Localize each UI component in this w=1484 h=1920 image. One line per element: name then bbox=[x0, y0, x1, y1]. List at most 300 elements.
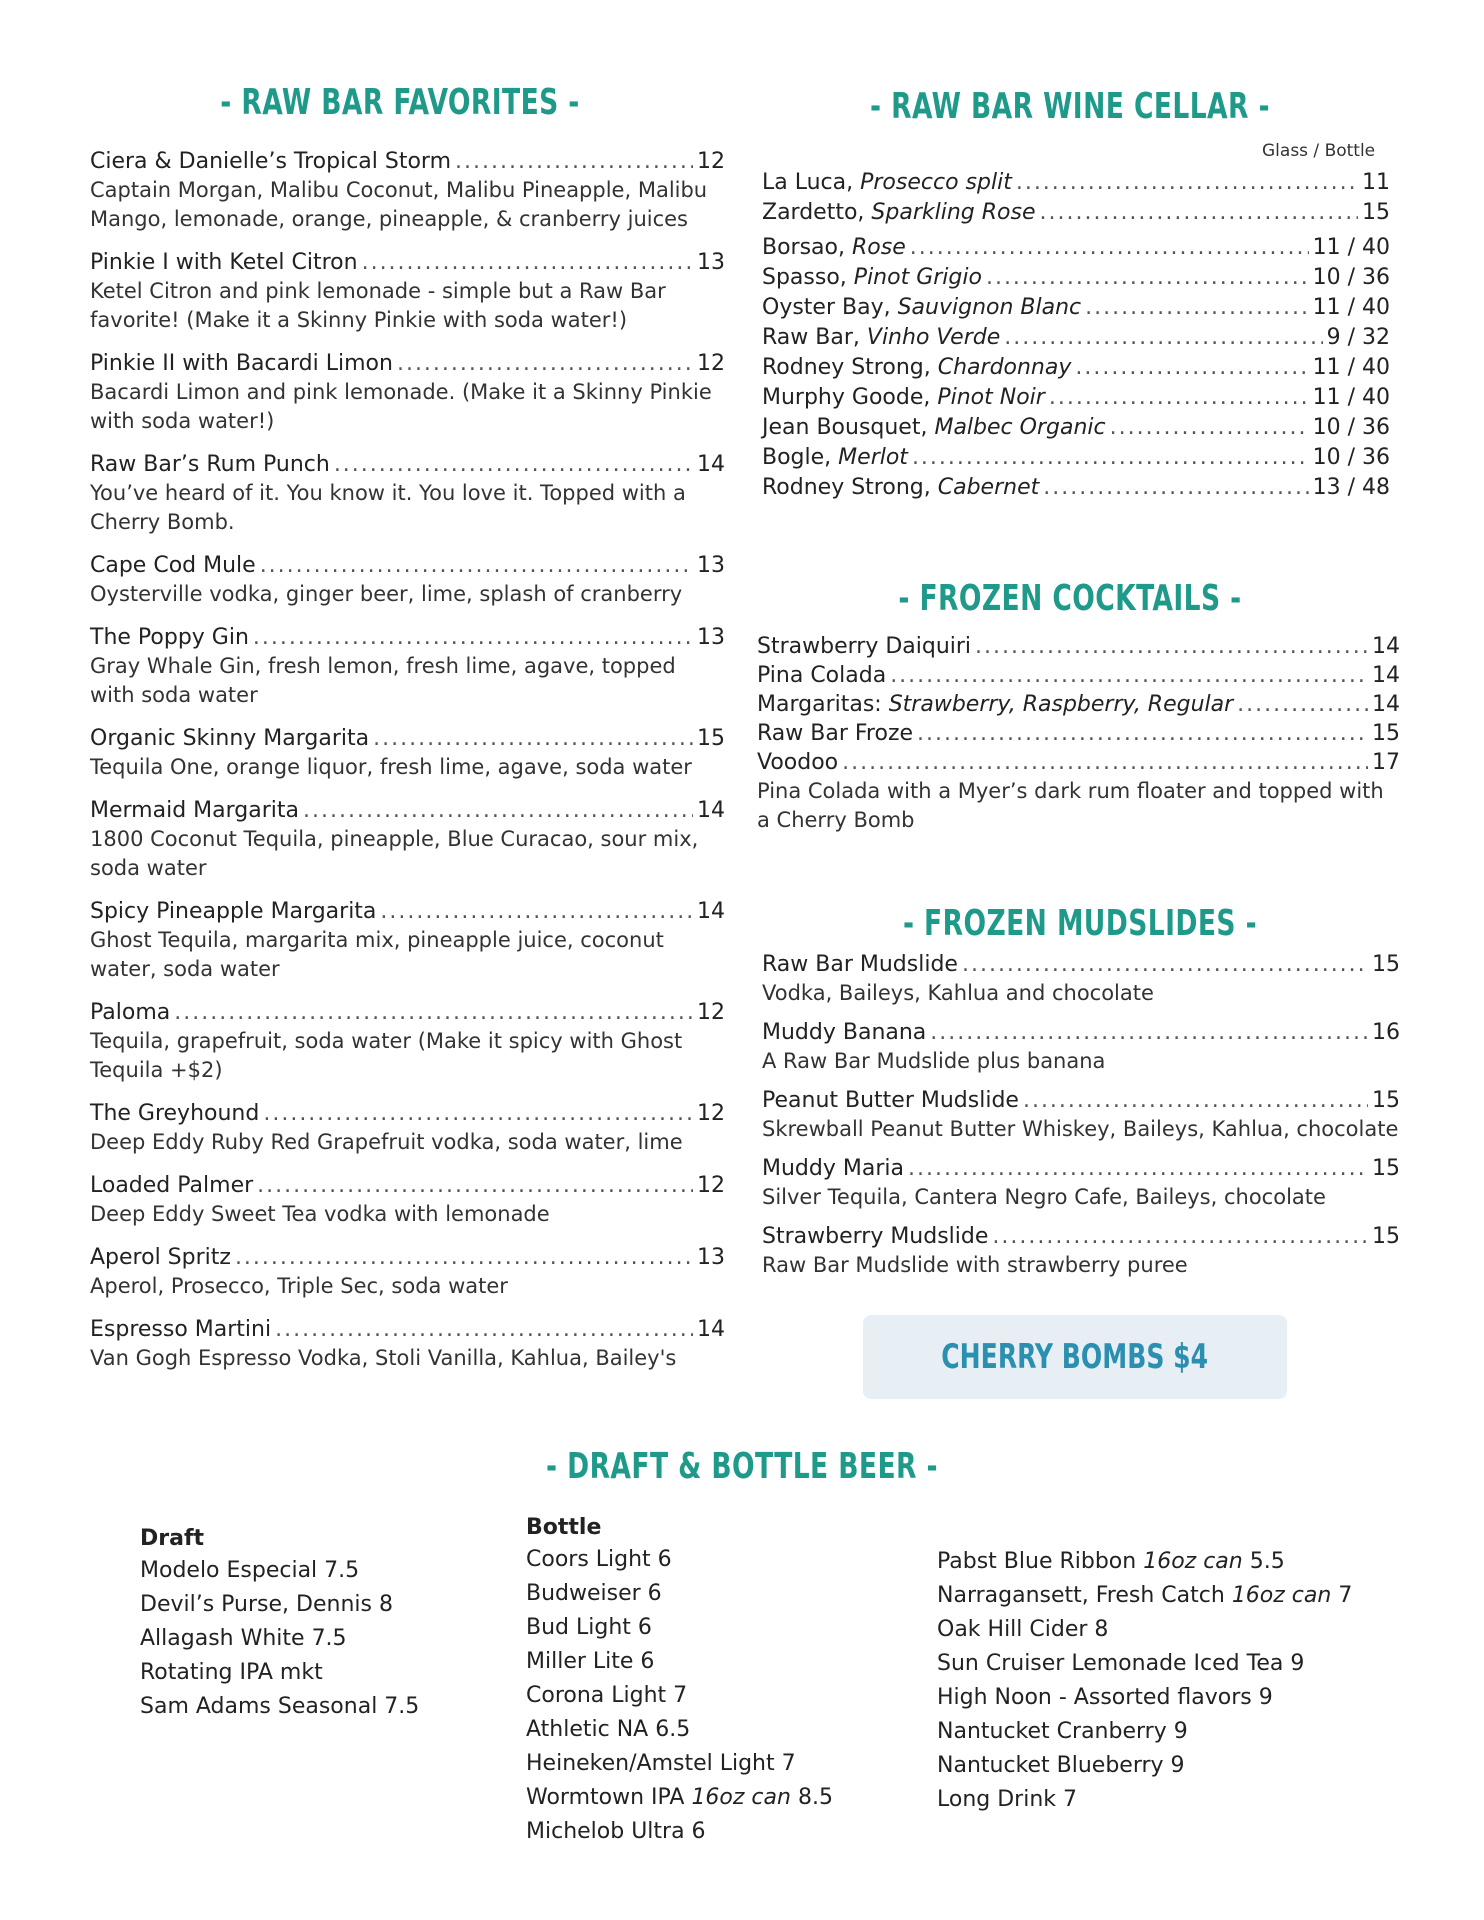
menu-item bbox=[757, 719, 1400, 748]
item-line bbox=[762, 198, 1390, 228]
item-name-text: Strawberry Mudslide bbox=[762, 1224, 989, 1249]
item-line bbox=[90, 1243, 725, 1272]
dot-leader bbox=[303, 796, 693, 825]
item-name-text: Raw Bar Froze bbox=[757, 721, 914, 746]
item-name-text: Bogle, bbox=[762, 445, 832, 470]
beer-name: Oak Hill Cider 8 bbox=[937, 1617, 1109, 1642]
beer-price: 5.5 bbox=[1249, 1549, 1285, 1574]
item-name bbox=[762, 198, 1036, 228]
bottle-beer-list bbox=[526, 1513, 833, 1849]
dot-leader bbox=[362, 248, 693, 277]
item-price: 15 bbox=[1372, 1156, 1400, 1181]
item-price: 14 bbox=[697, 798, 725, 823]
beer-size: 16oz can bbox=[691, 1785, 791, 1810]
dot-leader bbox=[380, 897, 693, 926]
item-line bbox=[90, 998, 725, 1027]
item-name-text: Pinkie I with Ketel Citron bbox=[90, 250, 358, 275]
item-line bbox=[762, 1018, 1400, 1047]
item-name bbox=[90, 1171, 253, 1200]
menu-item bbox=[762, 1154, 1400, 1212]
item-name bbox=[762, 1086, 1019, 1115]
beer-item bbox=[526, 1815, 833, 1849]
item-name bbox=[762, 168, 1012, 198]
item-name-text: Loaded Palmer bbox=[90, 1173, 254, 1198]
beer-item bbox=[526, 1781, 833, 1815]
item-line bbox=[90, 551, 725, 580]
item-price: 12 bbox=[697, 351, 725, 376]
item-description: 1800 Coconut Tequila, pineapple, Blue Curacao, sour mix, soda water bbox=[90, 827, 699, 880]
item-variety: Pinot Noir bbox=[937, 385, 1045, 410]
item-line bbox=[762, 473, 1390, 503]
item-name bbox=[762, 413, 1106, 443]
menu-item bbox=[90, 1315, 725, 1373]
beer-name: Bud Light 6 bbox=[526, 1615, 652, 1640]
draft-beer-list bbox=[140, 1524, 419, 1724]
beer-item bbox=[140, 1690, 419, 1724]
dot-leader bbox=[842, 748, 1368, 777]
item-line bbox=[90, 1171, 725, 1200]
item-line bbox=[90, 147, 725, 176]
item-line bbox=[762, 443, 1390, 473]
menu-item bbox=[90, 897, 725, 984]
item-line bbox=[757, 661, 1400, 690]
item-name bbox=[762, 1154, 904, 1183]
item-variety: Sparkling Rose bbox=[871, 200, 1036, 225]
item-price: 14 bbox=[1372, 634, 1400, 659]
menu-item bbox=[762, 950, 1400, 1008]
item-price: 11 / 40 bbox=[1312, 355, 1390, 380]
beer-name: Athletic NA 6.5 bbox=[526, 1717, 691, 1742]
menu-item bbox=[757, 748, 1400, 835]
item-variety: Strawberry, Raspberry, Regular bbox=[888, 692, 1234, 717]
bottle-title: Bottle bbox=[526, 1515, 602, 1540]
menu-item bbox=[90, 1243, 725, 1301]
dot-leader bbox=[986, 263, 1309, 293]
dot-leader bbox=[930, 1018, 1368, 1047]
menu-item bbox=[90, 450, 725, 537]
item-line bbox=[762, 413, 1390, 443]
item-name-text: Raw Bar’s Rum Punch bbox=[90, 452, 330, 477]
item-price: 13 / 48 bbox=[1312, 475, 1390, 500]
dot-leader bbox=[1023, 1086, 1368, 1115]
dot-leader bbox=[455, 147, 693, 176]
item-description: Skrewball Peanut Butter Whiskey, Baileys, Kahlua, chocolate bbox=[762, 1117, 1399, 1141]
item-name-text: Raw Bar Mudslide bbox=[762, 952, 958, 977]
item-name-text: Jean Bousquet, bbox=[762, 415, 928, 440]
beer-item bbox=[937, 1613, 1352, 1647]
beer-size: 16oz can bbox=[1143, 1549, 1243, 1574]
dot-leader bbox=[975, 632, 1368, 661]
item-price: 15 bbox=[697, 726, 725, 751]
frozen-cocktails-list bbox=[757, 632, 1400, 835]
item-line bbox=[90, 1315, 725, 1344]
item-name bbox=[90, 147, 451, 176]
item-name-text: Spicy Pineapple Margarita bbox=[90, 899, 377, 924]
item-price: 12 bbox=[697, 1000, 725, 1025]
menu-item bbox=[762, 233, 1390, 263]
item-line bbox=[90, 796, 725, 825]
item-variety: Cabernet bbox=[937, 475, 1040, 500]
item-line bbox=[762, 353, 1390, 383]
item-name bbox=[90, 450, 330, 479]
glass-bottle-label: Glass / Bottle bbox=[1262, 141, 1376, 161]
menu-item bbox=[762, 1222, 1400, 1280]
beer-item bbox=[526, 1543, 833, 1577]
wine-list bbox=[762, 168, 1390, 503]
item-line bbox=[762, 263, 1390, 293]
menu-item bbox=[90, 147, 725, 234]
item-name bbox=[90, 248, 358, 277]
item-line bbox=[762, 168, 1390, 198]
beer-name: Rotating IPA mkt bbox=[140, 1660, 323, 1685]
item-price: 12 bbox=[697, 1101, 725, 1126]
item-name bbox=[90, 623, 249, 652]
item-description: Tequila, grapefruit, soda water (Make it spicy with Ghost Tequila +$2) bbox=[90, 1029, 683, 1082]
item-name bbox=[90, 796, 299, 825]
beer-price: 8.5 bbox=[797, 1785, 833, 1810]
item-name-text: The Greyhound bbox=[90, 1101, 260, 1126]
beer-name: Coors Light 6 bbox=[526, 1547, 672, 1572]
item-description: A Raw Bar Mudslide plus banana bbox=[762, 1049, 1106, 1073]
item-name-text: Voodoo bbox=[757, 750, 839, 775]
dot-leader bbox=[260, 551, 693, 580]
item-description: Ketel Citron and pink lemonade - simple but a Raw Bar favorite! (Make it a Skinny Pinkie with soda water!) bbox=[90, 279, 666, 332]
dot-leader bbox=[174, 998, 693, 1027]
beer-name: Long Drink 7 bbox=[937, 1787, 1078, 1812]
item-name-text: Spasso, bbox=[762, 265, 847, 290]
more-beer-list bbox=[937, 1545, 1352, 1817]
item-price: 17 bbox=[1372, 750, 1400, 775]
item-price: 16 bbox=[1372, 1020, 1400, 1045]
menu-item bbox=[762, 198, 1390, 228]
dot-leader bbox=[912, 443, 1309, 473]
item-name-text: La Luca, bbox=[762, 170, 854, 195]
dot-leader bbox=[1237, 690, 1368, 719]
cherry-bombs-text: CHERRY BOMBS $4 bbox=[941, 1337, 1209, 1377]
beer-item bbox=[526, 1577, 833, 1611]
draft-title: Draft bbox=[140, 1526, 205, 1551]
item-name-text: Pina Colada bbox=[757, 663, 887, 688]
item-price: 15 bbox=[1372, 721, 1400, 746]
menu-item bbox=[757, 661, 1400, 690]
menu-item bbox=[762, 383, 1390, 413]
beer-item bbox=[937, 1545, 1352, 1579]
item-name bbox=[90, 349, 393, 378]
menu-item bbox=[757, 690, 1400, 719]
item-description: Raw Bar Mudslide with strawberry puree bbox=[762, 1253, 1188, 1277]
dot-leader bbox=[253, 623, 693, 652]
item-description: You’ve heard of it. You know it. You love it. Topped with a Cherry Bomb. bbox=[90, 481, 686, 534]
item-price: 12 bbox=[697, 1173, 725, 1198]
item-name-text: Rodney Strong, bbox=[762, 475, 931, 500]
beer-name: Nantucket Blueberry 9 bbox=[937, 1753, 1185, 1778]
beer-item bbox=[140, 1622, 419, 1656]
item-variety: Rose bbox=[852, 235, 906, 260]
menu-item bbox=[757, 632, 1400, 661]
cherry-bombs-banner bbox=[863, 1315, 1287, 1399]
beer-item bbox=[526, 1679, 833, 1713]
item-line bbox=[90, 1099, 725, 1128]
item-line bbox=[90, 623, 725, 652]
item-name-text: The Poppy Gin bbox=[90, 625, 249, 650]
beer-name: Pabst Blue Ribbon bbox=[937, 1549, 1137, 1574]
mudslides-list bbox=[762, 950, 1400, 1290]
menu-item bbox=[762, 1018, 1400, 1076]
dot-leader bbox=[992, 1222, 1368, 1251]
item-name-text: Organic Skinny Margarita bbox=[90, 726, 370, 751]
beer-name: Sam Adams Seasonal 7.5 bbox=[140, 1694, 420, 1719]
beer-name: Heineken/Amstel Light 7 bbox=[526, 1751, 796, 1776]
favorites-heading: - RAW BAR FAVORITES - bbox=[220, 82, 580, 123]
beer-item bbox=[937, 1647, 1352, 1681]
menu-item bbox=[762, 413, 1390, 443]
dot-leader bbox=[1049, 383, 1309, 413]
item-price: 14 bbox=[697, 899, 725, 924]
item-name-text: Borsao, bbox=[762, 235, 845, 260]
item-line bbox=[762, 1086, 1400, 1115]
beer-name: Miller Lite 6 bbox=[526, 1649, 655, 1674]
beer-item bbox=[937, 1715, 1352, 1749]
item-name-text: Zardetto, bbox=[762, 200, 865, 225]
item-variety: Pinot Grigio bbox=[853, 265, 982, 290]
item-price: 10 / 36 bbox=[1312, 415, 1390, 440]
item-price: 13 bbox=[697, 1245, 725, 1270]
item-name bbox=[90, 897, 376, 926]
item-name-text: Strawberry Daiquiri bbox=[757, 634, 972, 659]
item-description: Gray Whale Gin, fresh lemon, fresh lime, agave, topped with soda water bbox=[90, 654, 676, 707]
item-name bbox=[762, 293, 1081, 323]
item-variety: Malbec Organic bbox=[934, 415, 1106, 440]
item-price: 15 bbox=[1362, 200, 1390, 225]
item-name-text: Mermaid Margarita bbox=[90, 798, 299, 823]
item-name bbox=[762, 1222, 988, 1251]
item-price: 10 / 36 bbox=[1312, 265, 1390, 290]
item-price: 12 bbox=[697, 149, 725, 174]
beer-item bbox=[937, 1579, 1352, 1613]
beer-name: Nantucket Cranberry 9 bbox=[937, 1719, 1188, 1744]
item-name bbox=[90, 724, 369, 753]
item-line bbox=[90, 897, 725, 926]
menu-item bbox=[762, 353, 1390, 383]
item-price: 14 bbox=[1372, 663, 1400, 688]
item-description: Bacardi Limon and pink lemonade. (Make it a Skinny Pinkie with soda water!) bbox=[90, 380, 712, 433]
item-price: 15 bbox=[1372, 1224, 1400, 1249]
beer-item bbox=[140, 1554, 419, 1588]
dot-leader bbox=[962, 950, 1368, 979]
item-price: 14 bbox=[697, 452, 725, 477]
dot-leader bbox=[257, 1171, 693, 1200]
beer-name: Devil’s Purse, Dennis 8 bbox=[140, 1592, 393, 1617]
item-variety: Sauvignon Blanc bbox=[897, 295, 1082, 320]
beer-item bbox=[140, 1656, 419, 1690]
item-description: Deep Eddy Ruby Red Grapefruit vodka, soda water, lime bbox=[90, 1130, 683, 1154]
item-name bbox=[757, 748, 838, 777]
menu-item bbox=[90, 1099, 725, 1157]
item-name-text: Murphy Goode, bbox=[762, 385, 931, 410]
menu-item bbox=[762, 263, 1390, 293]
item-name-text: Ciera & Danielle’s Tropical Storm bbox=[90, 149, 452, 174]
item-variety: Merlot bbox=[838, 445, 908, 470]
item-line bbox=[757, 719, 1400, 748]
menu-item bbox=[762, 323, 1390, 353]
dot-leader bbox=[1004, 323, 1322, 353]
item-name bbox=[90, 998, 170, 1027]
item-name-text: Rodney Strong, bbox=[762, 355, 931, 380]
item-line bbox=[90, 450, 725, 479]
beer-item bbox=[526, 1747, 833, 1781]
item-line bbox=[762, 233, 1390, 263]
beer-name: Narragansett, Fresh Catch bbox=[937, 1583, 1225, 1608]
item-description: Captain Morgan, Malibu Coconut, Malibu Pineapple, Malibu Mango, lemonade, orange, pineapple, & cranberry juices bbox=[90, 178, 708, 231]
item-name bbox=[762, 473, 1039, 503]
beer-name: Allagash White 7.5 bbox=[140, 1626, 347, 1651]
beer-size: 16oz can bbox=[1231, 1583, 1332, 1608]
item-description: Oysterville vodka, ginger beer, lime, splash of cranberry bbox=[90, 582, 683, 606]
item-description: Van Gogh Espresso Vodka, Stoli Vanilla, Kahlua, Bailey's bbox=[90, 1346, 677, 1370]
item-description: Tequila One, orange liquor, fresh lime, agave, soda water bbox=[90, 755, 692, 779]
item-name bbox=[762, 443, 908, 473]
beer-item bbox=[937, 1749, 1352, 1783]
item-name-text: Espresso Martini bbox=[90, 1317, 272, 1342]
item-name bbox=[757, 719, 913, 748]
menu-item bbox=[762, 473, 1390, 503]
dot-leader bbox=[263, 1099, 693, 1128]
item-line bbox=[762, 323, 1390, 353]
item-price: 11 bbox=[1362, 170, 1390, 195]
menu-item bbox=[90, 1171, 725, 1229]
item-name-text: Pinkie II with Bacardi Limon bbox=[90, 351, 393, 376]
item-name bbox=[762, 263, 982, 293]
beer-item bbox=[140, 1588, 419, 1622]
item-line bbox=[762, 293, 1390, 323]
dot-leader bbox=[275, 1315, 693, 1344]
item-name-text: Muddy Maria bbox=[762, 1156, 904, 1181]
beer-name: Michelob Ultra 6 bbox=[526, 1819, 706, 1844]
item-description: Pina Colada with a Myer’s dark rum floater and topped with a Cherry Bomb bbox=[757, 779, 1384, 832]
item-name-text: Paloma bbox=[90, 1000, 171, 1025]
item-description: Deep Eddy Sweet Tea vodka with lemonade bbox=[90, 1202, 550, 1226]
beer-name: High Noon - Assorted flavors 9 bbox=[937, 1685, 1273, 1710]
dot-leader bbox=[890, 661, 1368, 690]
menu-item bbox=[90, 724, 725, 782]
item-price: 14 bbox=[697, 1317, 725, 1342]
item-name-text: Margaritas: bbox=[757, 692, 882, 717]
item-price: 11 / 40 bbox=[1312, 385, 1390, 410]
item-line bbox=[762, 383, 1390, 413]
item-name-text: Peanut Butter Mudslide bbox=[762, 1088, 1019, 1113]
menu-item bbox=[762, 443, 1390, 473]
item-price: 13 bbox=[697, 553, 725, 578]
item-name bbox=[90, 1315, 271, 1344]
beer-name: Corona Light 7 bbox=[526, 1683, 688, 1708]
dot-leader bbox=[910, 233, 1309, 263]
item-name bbox=[762, 353, 1071, 383]
item-name bbox=[90, 1099, 259, 1128]
frozen-mudslides-heading: - FROZEN MUDSLIDES - bbox=[902, 903, 1258, 944]
beer-name: Budweiser 6 bbox=[526, 1581, 662, 1606]
beer-item bbox=[526, 1611, 833, 1645]
item-price: 13 bbox=[697, 250, 725, 275]
menu-item bbox=[762, 168, 1390, 198]
item-name bbox=[90, 551, 256, 580]
item-name-text: Oyster Bay, bbox=[762, 295, 891, 320]
item-name-text: Cape Cod Mule bbox=[90, 553, 256, 578]
item-name bbox=[757, 690, 1233, 719]
item-name-text: Aperol Spritz bbox=[90, 1245, 231, 1270]
item-price: 11 / 40 bbox=[1312, 235, 1390, 260]
item-name bbox=[762, 950, 958, 979]
item-description: Ghost Tequila, margarita mix, pineapple juice, coconut water, soda water bbox=[90, 928, 664, 981]
beer-item bbox=[937, 1783, 1352, 1817]
item-name bbox=[762, 323, 1000, 353]
beer-item bbox=[526, 1713, 833, 1747]
dot-leader bbox=[1040, 198, 1359, 228]
menu-item bbox=[90, 998, 725, 1085]
beer-item bbox=[937, 1681, 1352, 1715]
beer-price: 7 bbox=[1338, 1583, 1353, 1608]
dot-leader bbox=[373, 724, 693, 753]
menu-item bbox=[90, 551, 725, 609]
item-description: Vodka, Baileys, Kahlua and chocolate bbox=[762, 981, 1154, 1005]
item-name bbox=[762, 1018, 926, 1047]
item-line bbox=[762, 1154, 1400, 1183]
dot-leader bbox=[397, 349, 693, 378]
item-name bbox=[762, 233, 906, 263]
item-price: 13 bbox=[697, 625, 725, 650]
item-line bbox=[762, 1222, 1400, 1251]
item-name bbox=[757, 632, 971, 661]
dot-leader bbox=[235, 1243, 693, 1272]
beer-name: Modelo Especial 7.5 bbox=[140, 1558, 360, 1583]
item-name-text: Raw Bar, bbox=[762, 325, 860, 350]
item-line bbox=[90, 349, 725, 378]
wine-cellar-heading: - RAW BAR WINE CELLAR - bbox=[870, 86, 1270, 127]
menu-item bbox=[90, 349, 725, 436]
menu-item bbox=[90, 623, 725, 710]
beer-item bbox=[526, 1645, 833, 1679]
menu-item bbox=[762, 293, 1390, 323]
item-description: Aperol, Prosecco, Triple Sec, soda water bbox=[90, 1274, 508, 1298]
item-variety: Vinho Verde bbox=[866, 325, 1001, 350]
item-description: Silver Tequila, Cantera Negro Cafe, Baileys, chocolate bbox=[762, 1185, 1326, 1209]
menu-item bbox=[762, 1086, 1400, 1144]
dot-leader bbox=[1110, 413, 1309, 443]
favorites-list bbox=[90, 147, 725, 1387]
item-line bbox=[757, 632, 1400, 661]
item-price: 14 bbox=[1372, 692, 1400, 717]
item-price: 10 / 36 bbox=[1312, 445, 1390, 470]
dot-leader bbox=[908, 1154, 1368, 1183]
dot-leader bbox=[1043, 473, 1308, 503]
item-name-text: Muddy Banana bbox=[762, 1020, 927, 1045]
dot-leader bbox=[1085, 293, 1308, 323]
menu-item bbox=[90, 796, 725, 883]
beer-heading: - DRAFT & BOTTLE BEER - bbox=[546, 1446, 938, 1487]
item-line bbox=[757, 748, 1400, 777]
beer-name: Wormtown IPA bbox=[526, 1785, 685, 1810]
item-line bbox=[757, 690, 1400, 719]
item-line bbox=[90, 248, 725, 277]
item-name bbox=[90, 1243, 231, 1272]
item-line bbox=[90, 724, 725, 753]
item-price: 15 bbox=[1372, 1088, 1400, 1113]
beer-name: Sun Cruiser Lemonade Iced Tea 9 bbox=[937, 1651, 1305, 1676]
frozen-cocktails-heading: - FROZEN COCKTAILS - bbox=[898, 578, 1242, 619]
item-name bbox=[757, 661, 886, 690]
dot-leader bbox=[334, 450, 693, 479]
item-name bbox=[762, 383, 1045, 413]
dot-leader bbox=[1075, 353, 1308, 383]
